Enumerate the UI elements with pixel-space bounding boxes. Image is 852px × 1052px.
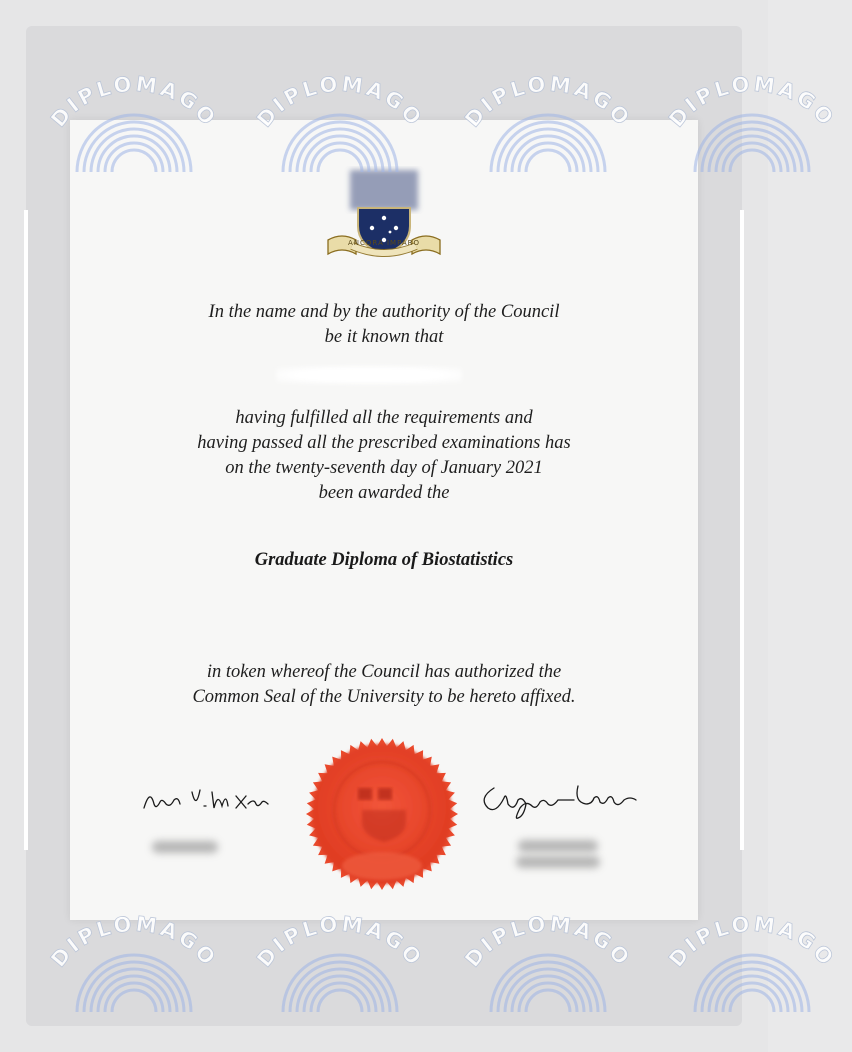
redacted-recipient-name	[276, 366, 462, 384]
svg-text:DIPLOMAGO: DIPLOMAGO	[252, 71, 428, 132]
right-signature-icon	[474, 778, 644, 826]
diplomago-watermark-icon	[652, 62, 852, 182]
diplomago-watermark-icon	[652, 902, 852, 1022]
diplomago-watermark-icon	[448, 902, 648, 1022]
diplomago-watermark-icon	[448, 62, 648, 182]
requirements-line: having passed all the prescribed examinations has	[197, 433, 571, 453]
svg-text:DIPLOMAGO: DIPLOMAGO	[46, 71, 222, 132]
diplomago-watermark-icon	[240, 902, 440, 1022]
closing-line: Common Seal of the University to be hereto affixed.	[192, 687, 576, 707]
preamble-line: In the name and by the authority of the Council	[208, 302, 560, 322]
closing-line: in token whereof the Council has authorized the	[206, 662, 562, 682]
requirements-line: having fulfilled all the requirements and	[235, 408, 533, 428]
requirements-line: on the twenty-seventh day of January 2021	[225, 458, 543, 478]
preamble	[0, 300, 768, 350]
right-signatory-title-redacted	[518, 840, 598, 852]
svg-text:DIPLOMAGO: DIPLOMAGO	[664, 71, 840, 132]
diplomago-watermark-icon	[240, 62, 440, 182]
crest-motto: ANCORA IMPARO	[347, 239, 421, 247]
diplomago-watermark-icon	[34, 62, 234, 182]
right-signatory-subtitle-redacted	[516, 856, 600, 868]
svg-text:DIPLOMAGO: DIPLOMAGO	[664, 911, 840, 972]
left-signature-icon	[140, 782, 270, 818]
preamble-line: be it known that	[324, 327, 444, 347]
left-signatory-title-redacted	[152, 841, 218, 853]
svg-text:DIPLOMAGO: DIPLOMAGO	[46, 911, 222, 972]
requirements-line: been awarded the	[318, 483, 450, 503]
requirements-text	[0, 406, 768, 506]
svg-text:DIPLOMAGO: DIPLOMAGO	[252, 911, 428, 972]
svg-text:DIPLOMAGO: DIPLOMAGO	[460, 911, 636, 972]
university-seal-icon	[306, 738, 458, 890]
svg-text:DIPLOMAGO: DIPLOMAGO	[460, 71, 636, 132]
diplomago-watermark-icon	[34, 902, 234, 1022]
degree-title: Graduate Diploma of Biostatistics	[254, 550, 514, 570]
closing-text	[0, 660, 768, 710]
